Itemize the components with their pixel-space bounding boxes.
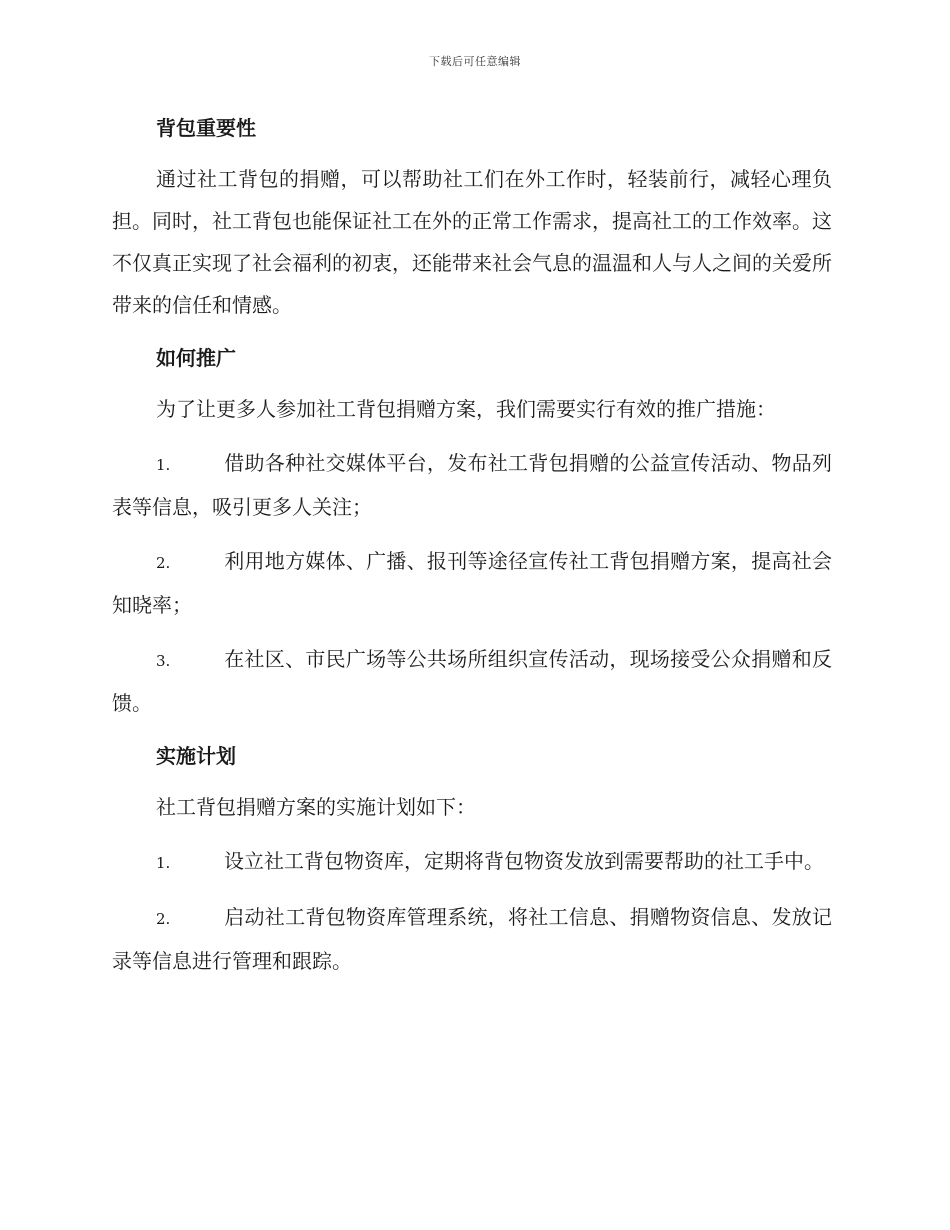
list-item-number: 2. bbox=[156, 554, 171, 572]
list-item-text: 设立社工背包物资库，定期将背包物资发放到需要帮助的社工手中。 bbox=[224, 849, 824, 873]
list-item bbox=[112, 540, 832, 626]
paragraph-plan-intro: 社工背包捐赠方案的实施计划如下： bbox=[156, 795, 476, 819]
paragraph-importance: 通过社工背包的捐赠，可以帮助社工们在外工作时，轻装前行，减轻心理负担。同时，社工背包也能保证社工在外的正常工作需求，提高社工的工作效率。这不仅真正实现了社会福利的初衷，还能带来社会气息的温温和人与人之间的关爱所带来的信任和情感。 bbox=[112, 167, 832, 317]
list-item-text: 在社区、市民广场等公共场所组织宣传活动，现场接受公众捐赠和反馈。 bbox=[112, 647, 832, 715]
list-item-number: 3. bbox=[156, 652, 171, 670]
list-item-text: 启动社工背包物资库管理系统，将社工信息、捐赠物资信息、发放记录等信息进行管理和跟踪。 bbox=[112, 905, 832, 973]
list-item-number: 1. bbox=[156, 456, 171, 474]
list-item-number: 2. bbox=[156, 910, 171, 928]
list-item-text: 利用地方媒体、广播、报刊等途径宣传社工背包捐赠方案，提高社会知晓率； bbox=[112, 549, 832, 617]
heading-importance: 背包重要性 bbox=[156, 116, 256, 140]
document-body bbox=[112, 110, 832, 982]
list-item bbox=[112, 840, 832, 884]
list-item bbox=[112, 442, 832, 528]
list-item-number: 1. bbox=[156, 854, 171, 872]
list-item-text: 借助各种社交媒体平台，发布社工背包捐赠的公益宣传活动、物品列表等信息，吸引更多人关注； bbox=[112, 451, 832, 519]
heading-plan: 实施计划 bbox=[156, 744, 236, 768]
header-watermark: 下载后可任意编辑 bbox=[429, 55, 521, 68]
list-item bbox=[112, 896, 832, 982]
list-item bbox=[112, 638, 832, 724]
paragraph-promotion-intro: 为了让更多人参加社工背包捐赠方案，我们需要实行有效的推广措施： bbox=[156, 397, 776, 421]
heading-promotion: 如何推广 bbox=[156, 346, 236, 370]
